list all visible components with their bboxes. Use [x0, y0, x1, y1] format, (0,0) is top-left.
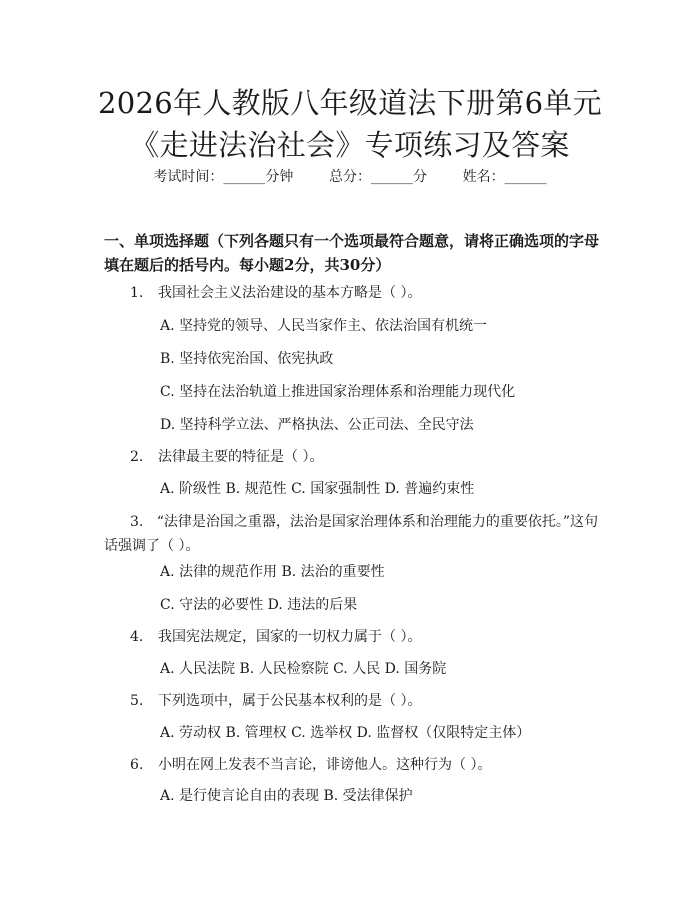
question-number: 2. — [130, 449, 144, 465]
total-score-field: 总分：______分 — [329, 169, 427, 185]
question-number: 1. — [130, 285, 144, 301]
question-1 — [130, 283, 421, 303]
question-number: 4. — [130, 629, 144, 645]
exam-info-line — [0, 167, 700, 187]
question-5 — [130, 691, 421, 711]
question-2-options: A. 阶级性 B. 规范性 C. 国家强制性 D. 普遍约束性 — [160, 481, 475, 497]
question-stem: 我国宪法规定，国家的一切权力属于（ ）。 — [158, 629, 422, 645]
question-1-option-b: B. 坚持依宪治国、依宪执政 — [160, 351, 334, 367]
question-stem: 法律最主要的特征是（ ）。 — [158, 449, 324, 465]
question-6 — [130, 755, 491, 775]
question-3-options-cd: C. 守法的必要性 D. 违法的后果 — [160, 597, 358, 613]
question-1-option-d: D. 坚持科学立法、严格执法、公正司法、全民守法 — [160, 417, 474, 433]
question-stem: 下列选项中，属于公民基本权利的是（ ）。 — [158, 693, 422, 709]
question-4 — [130, 627, 421, 647]
question-3-options-ab: A. 法律的规范作用 B. 法治的重要性 — [160, 564, 385, 580]
question-5-options: A. 劳动权 B. 管理权 C. 选举权 D. 监督权（仅限特定主体） — [160, 725, 531, 741]
question-stem: “法律是治国之重器，法治是国家治理体系和治理能力的重要依托。”这句话强调了（ ）。 — [104, 514, 599, 554]
document-title: 2026年人教版八年级道法下册第6单元《走进法治社会》专项练习及答案 — [98, 86, 602, 162]
question-4-options: A. 人民法院 B. 人民检察院 C. 人民 D. 国务院 — [160, 661, 447, 677]
question-stem: 我国社会主义法治建设的基本方略是（ ）。 — [158, 285, 422, 301]
question-number: 6. — [130, 757, 144, 773]
student-name-field: 姓名：______ — [462, 169, 547, 185]
question-1-option-c: C. 坚持在法治轨道上推进国家治理体系和治理能力现代化 — [160, 384, 516, 400]
question-stem: 小明在网上发表不当言论，诽谤他人。这种行为（ ）。 — [158, 757, 492, 773]
question-1-option-a: A. 坚持党的领导、人民当家作主、依法治国有机统一 — [160, 318, 488, 334]
question-number: 3. — [130, 514, 144, 530]
question-number: 5. — [130, 693, 144, 709]
question-2 — [130, 447, 323, 467]
question-6-options-ab: A. 是行使言论自由的表现 B. 受法律保护 — [160, 788, 413, 804]
section-heading-single-choice: 一、单项选择题（下列各题只有一个选项最符合题意，请将正确选项的字母填在题后的括号内。每小题2分，共30分） — [104, 232, 600, 274]
exam-time-field: 考试时间：______分钟 — [153, 169, 294, 185]
question-3 — [104, 510, 602, 558]
